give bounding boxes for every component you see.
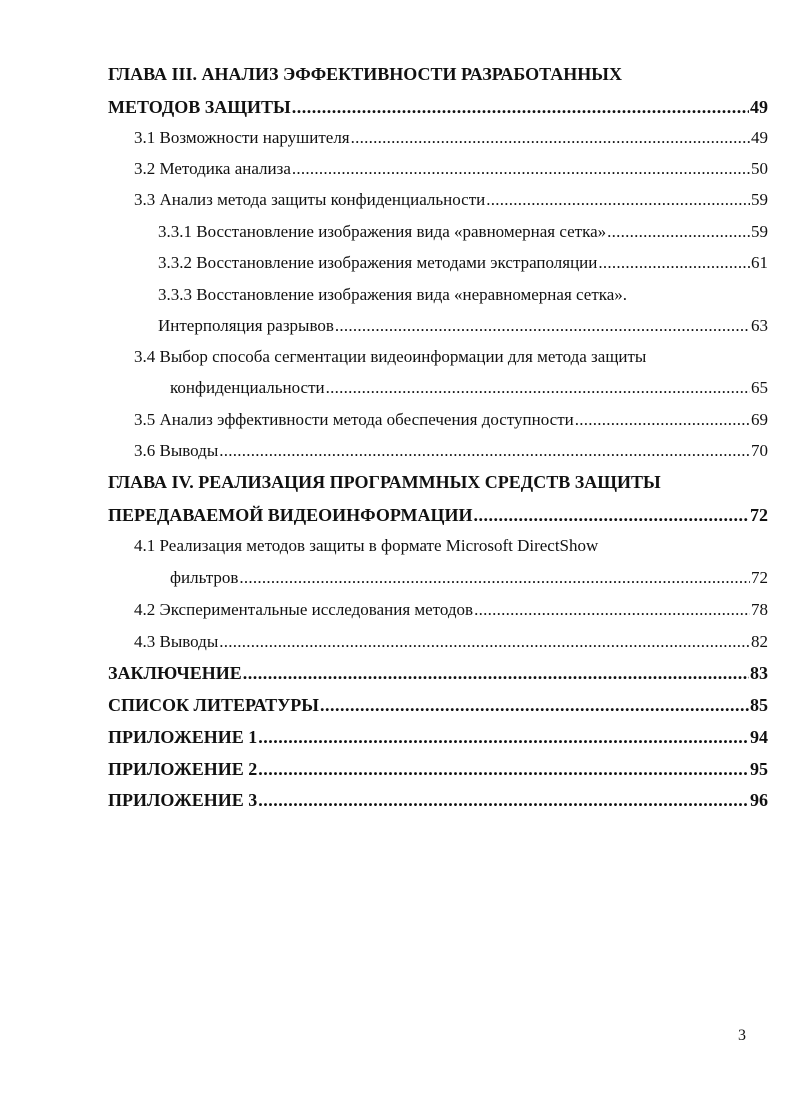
toc-entry[interactable] (170, 378, 768, 398)
toc-page-number: 69 (751, 410, 768, 429)
toc-entry[interactable] (158, 222, 768, 242)
dot-leader (292, 97, 749, 117)
toc-entry[interactable] (134, 441, 768, 461)
toc-entry[interactable] (158, 316, 768, 336)
toc-page-number: 61 (751, 253, 768, 272)
toc-page-number: 78 (751, 600, 768, 619)
dot-leader (335, 316, 750, 336)
dot-leader (292, 159, 750, 179)
toc-page-number: 72 (750, 505, 768, 525)
toc-page-number: 59 (751, 222, 768, 241)
toc-entry[interactable] (134, 128, 768, 148)
toc-label: 3.1 Возможности нарушителя (134, 128, 350, 147)
toc-entry-line (134, 536, 598, 556)
toc-label: 3.5 Анализ эффективности метода обеспечения доступности (134, 410, 574, 429)
toc-entry[interactable] (134, 190, 768, 210)
toc-label: 3.3 Анализ метода защиты конфиденциальности (134, 190, 486, 209)
toc-label: фильтров (170, 568, 239, 587)
dot-leader (320, 695, 749, 715)
dot-leader (326, 378, 750, 398)
toc-label: 3.3.2 Восстановление изображения методами экстраполяции (158, 253, 598, 272)
toc-chapter-heading (108, 64, 622, 84)
toc-chapter-heading (108, 472, 661, 492)
toc-label: ПРИЛОЖЕНИЕ 3 (108, 790, 258, 810)
toc-label: ПРИЛОЖЕНИЕ 1 (108, 727, 258, 747)
toc-entry[interactable] (158, 253, 768, 273)
toc-entry[interactable] (108, 790, 768, 810)
toc-page-number: 83 (750, 663, 768, 683)
toc-entry[interactable] (134, 159, 768, 179)
toc-page-number: 94 (750, 727, 768, 747)
toc-page-number: 49 (751, 128, 768, 147)
toc-page-number: 49 (750, 97, 768, 117)
toc-entry[interactable] (134, 600, 768, 620)
toc-entry[interactable] (108, 759, 768, 779)
toc-label: ГЛАВА III. АНАЛИЗ ЭФФЕКТИВНОСТИ РАЗРАБОТАННЫХ (108, 64, 622, 84)
toc-page-number: 85 (750, 695, 768, 715)
toc-page-number: 82 (751, 632, 768, 651)
toc-page-number: 59 (751, 190, 768, 209)
toc-entry[interactable] (134, 410, 768, 430)
toc-label: конфиденциальности (170, 378, 325, 397)
dot-leader (258, 759, 749, 779)
toc-entry[interactable] (108, 727, 768, 747)
toc-entry[interactable] (134, 632, 768, 652)
toc-label: 3.2 Методика анализа (134, 159, 291, 178)
toc-page-number: 50 (751, 159, 768, 178)
toc-label: 4.1 Реализация методов защиты в формате Microsoft DirectShow (134, 536, 599, 555)
toc-page-number: 95 (750, 759, 768, 779)
dot-leader (219, 632, 750, 652)
toc-entry[interactable] (108, 663, 768, 683)
toc-entry[interactable] (108, 97, 768, 117)
toc-entry-line (134, 347, 646, 367)
toc-label: 4.3 Выводы (134, 632, 219, 651)
toc-label: 4.2 Экспериментальные исследования методов (134, 600, 474, 619)
toc-label: 3.3.3 Восстановление изображения вида «неравномерная сетка». (158, 285, 628, 304)
dot-leader (219, 441, 750, 461)
toc-label: 3.4 Выбор способа сегментации видеоинформации для метода защиты (134, 347, 647, 366)
toc-label: МЕТОДОВ ЗАЩИТЫ (108, 97, 291, 117)
toc-entry-line (158, 285, 627, 305)
dot-leader (473, 505, 749, 525)
toc-label: ГЛАВА IV. РЕАЛИЗАЦИЯ ПРОГРАММНЫХ СРЕДСТВ ЗАЩИТЫ (108, 472, 661, 492)
toc-page-number: 72 (751, 568, 768, 587)
dot-leader (474, 600, 750, 620)
toc-page-number: 70 (751, 441, 768, 460)
toc-label: ПРИЛОЖЕНИЕ 2 (108, 759, 258, 779)
dot-leader (258, 727, 749, 747)
toc-label: ЗАКЛЮЧЕНИЕ (108, 663, 242, 683)
toc-page-number: 96 (750, 790, 768, 810)
page-number: 3 (738, 1027, 746, 1044)
dot-leader (607, 222, 750, 242)
dot-leader (598, 253, 750, 273)
toc-label: 3.6 Выводы (134, 441, 219, 460)
toc-page-number: 63 (751, 316, 768, 335)
toc-label: Интерполяция разрывов (158, 316, 334, 335)
dot-leader (486, 190, 750, 210)
dot-leader (239, 568, 750, 588)
dot-leader (243, 663, 749, 683)
toc-label: СПИСОК ЛИТЕРАТУРЫ (108, 695, 319, 715)
toc-label: 3.3.1 Восстановление изображения вида «равномерная сетка» (158, 222, 607, 241)
dot-leader (575, 410, 750, 430)
toc-entry[interactable] (108, 695, 768, 715)
toc-entry[interactable] (170, 568, 768, 588)
dot-leader (351, 128, 750, 148)
toc-page-number: 65 (751, 378, 768, 397)
dot-leader (258, 790, 749, 810)
toc-entry[interactable] (108, 505, 768, 525)
toc-label: ПЕРЕДАВАЕМОЙ ВИДЕОИНФОРМАЦИИ (108, 505, 473, 525)
